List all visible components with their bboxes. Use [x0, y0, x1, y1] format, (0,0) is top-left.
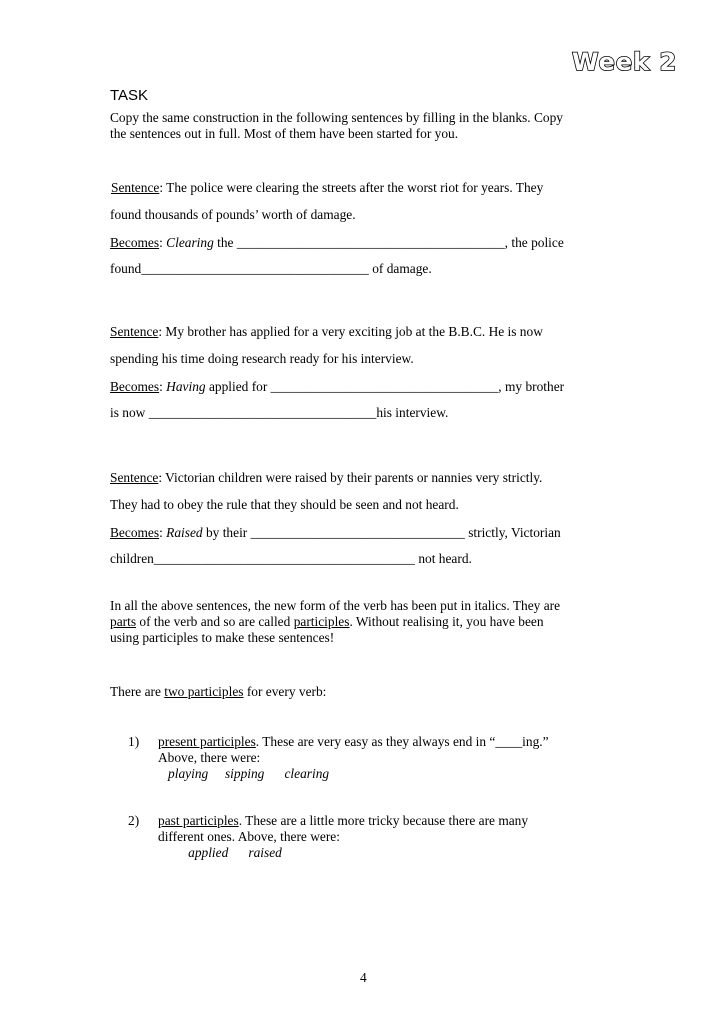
list-number: 1)	[128, 734, 140, 749]
week-badge: Week 2	[572, 48, 678, 76]
becomes-line-2: is now __________________________________his interview.	[110, 405, 449, 420]
sentence-line: Sentence: My brother has applied for a very exciting job at the B.B.C. He is now	[110, 324, 543, 339]
becomes-label: Becomes	[110, 525, 160, 540]
becomes-label: Becomes	[110, 379, 160, 394]
sentence-line: Sentence: The police were clearing the streets after the worst riot for years. They	[111, 180, 544, 195]
becomes-line: Becomes: Having applied for __________________________________, my brother	[110, 379, 565, 394]
participle-examples: playing sipping clearing	[158, 766, 330, 781]
term-two-participles: two participles	[164, 684, 244, 699]
sentence-label: Sentence	[111, 180, 160, 195]
task-instructions	[110, 110, 630, 142]
sentence-line: Sentence: Victorian children were raised by their parents or nannies very strictly.	[110, 470, 543, 485]
participle-examples: applied raised	[158, 845, 282, 860]
instructions-line-1: Copy the same construction in the following sentences by filling in the blanks. Copy	[110, 110, 563, 125]
participle-word: Having	[166, 379, 206, 394]
becomes-line-2: children_______________________________________ not heard.	[110, 551, 472, 566]
becomes-line: Becomes: Raised by their ________________________________ strictly, Victorian	[110, 525, 561, 540]
sentence-label: Sentence	[110, 324, 159, 339]
sentence-line-2: spending his time doing research ready for his interview.	[110, 351, 414, 366]
page-number: 4	[360, 970, 367, 985]
participle-word: Clearing	[166, 235, 214, 250]
list-number: 2)	[128, 813, 140, 828]
sentence-label: Sentence	[110, 470, 159, 485]
participle-word: Raised	[166, 525, 203, 540]
becomes-line: Becomes: Clearing the ________________________________________, the police	[110, 235, 564, 250]
participle-term: past participles	[158, 813, 239, 828]
exercise-3	[110, 470, 630, 567]
sentence-line-2: They had to obey the rule that they should be seen and not heard.	[110, 497, 459, 512]
explanation-paragraph: In all the above sentences, the new form of the verb has been put in italics. They are parts of the verb and so are called participles. Without realising it, you have been using participles to make these sentences!	[110, 598, 561, 645]
task-heading: TASK	[110, 87, 149, 104]
sentence-line-2: found thousands of pounds’ worth of damage.	[110, 207, 356, 222]
term-parts: parts	[110, 614, 137, 629]
exercise-2	[110, 324, 630, 421]
worksheet-page: Week 2 TASK Copy the same construction in the following sentences by filling in the blanks. Copy the sentences out in full. Most of them have been started for you. Sentence: The police were clearing the streets after the worst riot for years. They found thousands of pounds’ worth of damage. Becomes: Clearing the ________________________________________, the police found__________________________________ of damage. Sentence: My brother has applied for a very exciting job at the B.B.C. He is now spending his time doing research ready for his interview. Becomes: Having applied for __________________________________, my brother is now __________________________________his interview. Sentence: Victorian children were raised by their parents or nannies very strictly. They had to obey the rule that they should be seen and not heard. Becomes: Raised by their ________________________________ strictly, Victorian children_______________________________________ not heard. In all the above sentences, the new form of the verb has been put in italics. They are parts of the verb and so are called participles. Without realising it, you have been using participles to make these sentences! There are two participles for every verb: 1) present participles. These are very easy as they always end in “____ing.” Above, there were: playing sipping clearing 2) past participles. These are a little more tricky because there are many different ones. Above, there were: applied raised 4	[110, 48, 678, 985]
term-participles: participles	[293, 614, 350, 629]
becomes-line-2: found__________________________________ of damage.	[110, 261, 432, 276]
becomes-label: Becomes	[110, 235, 160, 250]
participle-term: present participles	[158, 734, 256, 749]
exercise-1	[110, 180, 630, 277]
instructions-line-2: the sentences out in full. Most of them have been started for you.	[110, 126, 459, 141]
two-participles-line: There are two participles for every verb:	[110, 684, 327, 699]
